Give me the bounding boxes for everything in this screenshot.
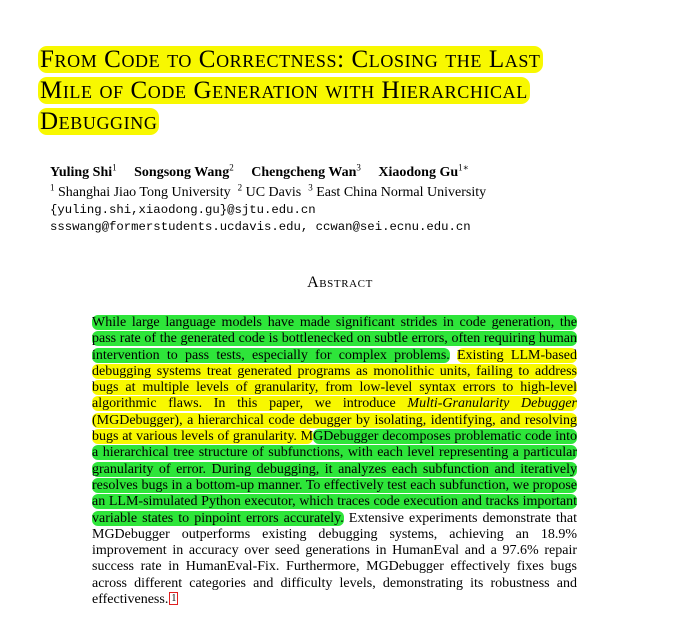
affiliation: $^3$ East China Normal University	[308, 182, 487, 200]
footnote-link[interactable]: 1	[171, 593, 177, 605]
title-line-2: Mile of Code Generation with Hierarchical	[40, 77, 528, 104]
affiliation-list	[50, 178, 486, 202]
method-name: Multi-Granularity Debugger	[407, 396, 577, 412]
abstract-heading: Abstract	[307, 274, 373, 291]
email-line: ssswang@formerstudents.ucdavis.edu, ccwan@sei.ecnu.edu.cn	[50, 220, 471, 234]
title-line-3: Debugging	[40, 108, 158, 135]
highlight-green-1: While large language models have made significant strides in code generation, the pass rate of the generated code is bottlenecked on subtle errors, often requiring human intervention to pass tests, especially for complex problems.	[92, 315, 577, 363]
paper-title	[38, 44, 648, 137]
highlight-green-2: GDebugger decomposes problematic code into a hierarchical tree structure of subfunctions, with each level representing a particular granularity of error. During debugging, it analyzes each subfunction and iteratively resolves bugs in a bottom-up manner. To effectively test each subfunction, we propose an LLM-simulated Python executor, which traces code execution and tracks important variable states to pinpoint errors accurately.	[92, 429, 578, 526]
author: Songsong Wang$^2$	[134, 162, 234, 180]
author: Xiaodong $Gu^{1∗}$	[378, 162, 469, 180]
affiliation: $^1$ Shanghai Jiao Tong University	[50, 182, 231, 200]
title-line-1: From Code to Correctness: Closing the Last	[40, 46, 541, 73]
abstract-plain: Extensive experiments demonstrate that MGDebugger outperforms existing debugging systems, achieving an 18.9% improvement in accuracy over seed generations in HumanEval and a 97.6% repair success rate in HumanEval-Fix. Furthermore, MGDebugger effectively fixes bugs across different categories and difficulty levels, demonstrating its robustness and effectiveness.	[92, 510, 577, 608]
affiliation: $^2$ UC Davis	[237, 182, 302, 200]
author: Chengcheng Wan$^3$	[251, 162, 361, 180]
highlight-yellow-1: Existing LLM-based debugging systems treat generated programs as monolithic units, failing to address bugs at multiple levels of granularity, from low-level syntax errors to high-level algorithmic flaws. In this paper, we introduce Multi-Granularity Debugger (MGDebugger), a hierarchical code debugger by isolating, identifying, and resolving bugs at various levels of granularity. M	[92, 347, 577, 445]
author: Yuling Shi$^1$	[50, 162, 117, 180]
email-block	[50, 202, 570, 236]
abstract-body	[92, 315, 577, 608]
email-line: {yuling.shi,xiaodong.gu}@sjtu.edu.cn	[50, 203, 316, 217]
